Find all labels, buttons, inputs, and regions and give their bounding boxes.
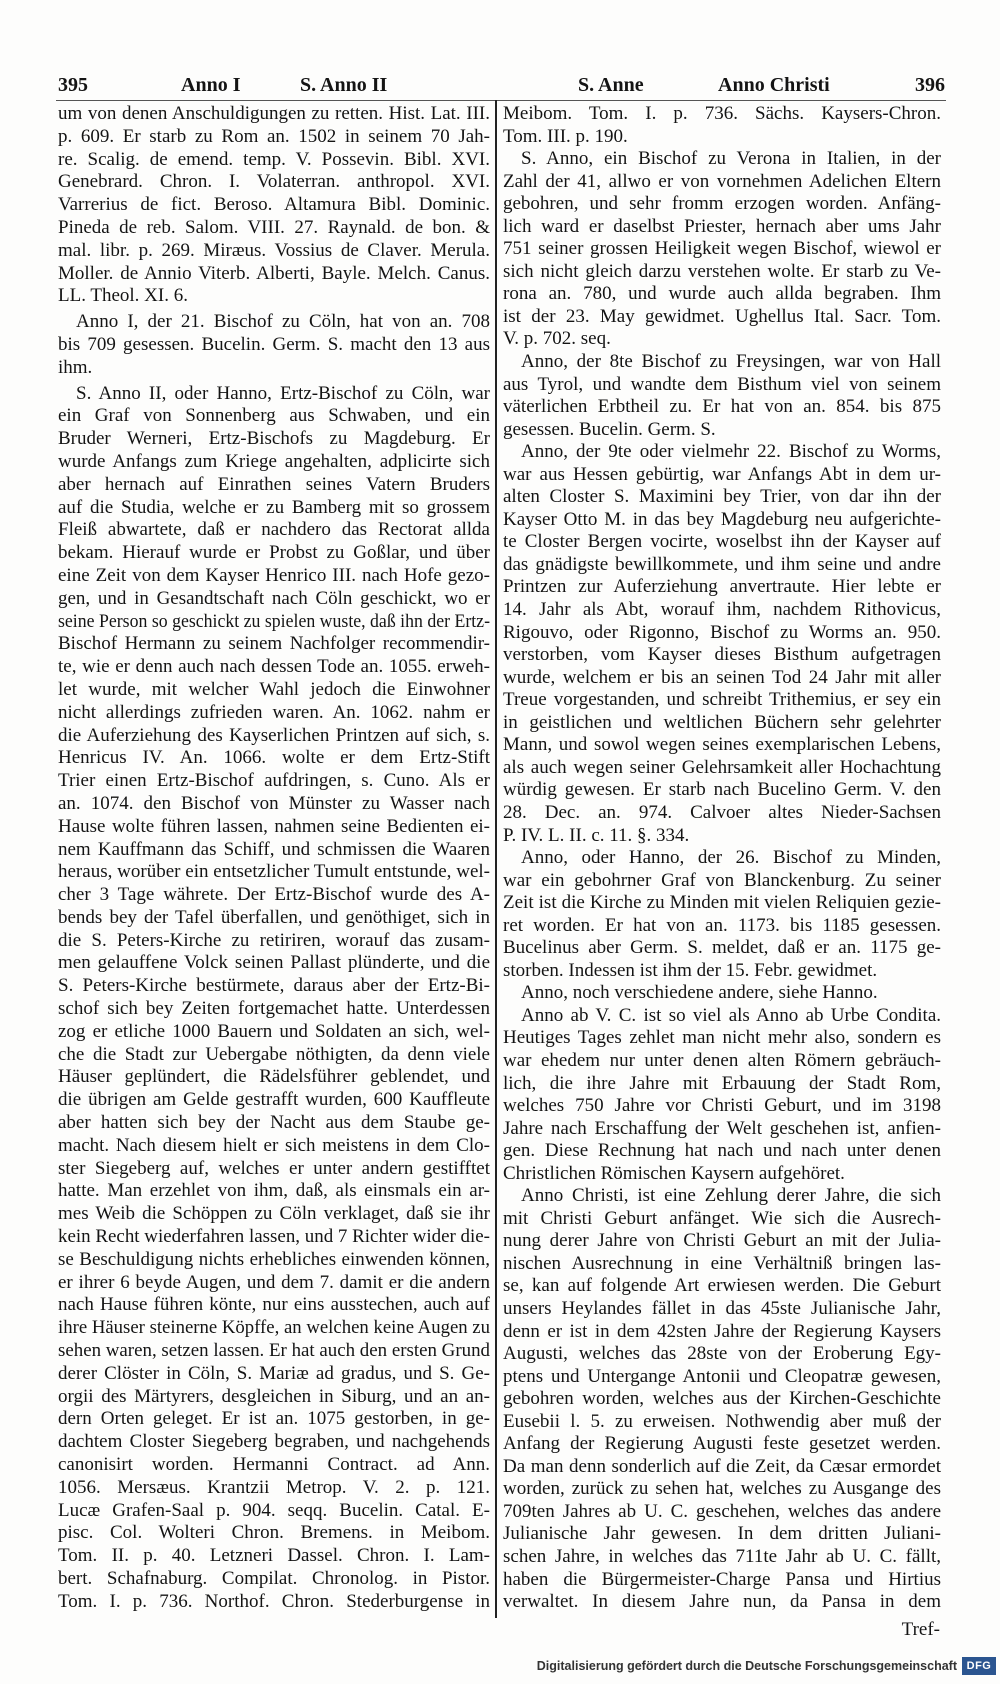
line-text: worden, zurück zu sehen hat, welches zu Ausgange des [503, 1478, 941, 1500]
line-text: Rigouvo, oder Rigonno, Bischof zu Worms an. 950. [503, 621, 941, 643]
line-text: als auch wegen seiner Gelehrsamkeit aller Hochachtung [503, 756, 941, 778]
text-line [58, 1021, 490, 1044]
text-line [58, 263, 490, 286]
text-line [58, 126, 490, 149]
text-line [58, 1135, 490, 1158]
line-text: Zahl der 41, allwo er von vornehmen Adelichen Eltern [503, 170, 941, 192]
line-text: Moller. de Annio Viterb. Alberti, Bayle. Melch. Canus. [58, 262, 490, 284]
text-line [58, 1408, 490, 1431]
right-text-column [503, 103, 941, 1618]
line-text: S. Anno II, oder Hanno, Ertz-Bischof zu Cöln, war [76, 382, 490, 404]
text-line [503, 915, 941, 938]
line-text: schen Jahre, in welches das 711te Jahr ab U. C. fällt, [503, 1546, 941, 1567]
text-line [521, 1005, 941, 1028]
line-text: Anno, der 9te oder vielmehr 22. Bischof zu Worms, [521, 441, 941, 463]
line-text: Fleiß abwartete, daß er nachdero das Rectorat allda [58, 519, 490, 541]
line-text: gebohren, und sehr fromm erzogen worden. Anfäng- [503, 193, 941, 215]
line-text: Bucelinus aber Germ. S. meldet, daß er an. 1175 ge- [503, 937, 941, 959]
line-text: men gelauffene Volck seinen Pallast plünderte, und die [58, 952, 490, 974]
text-line [58, 1066, 490, 1089]
line-text: die übrigen am Gelde gestrafft wurden, 600 Kauffleute [58, 1089, 490, 1111]
line-text: 28. Dec. an. 974. Calvoer altes Nieder-Sachsen [503, 801, 941, 823]
line-text: wurde, welchem er bis an seinen Tod 24 Jahr mit aller [503, 666, 941, 688]
line-text: Anno Christi, ist eine Zehlung derer Jahre, die sich [521, 1185, 941, 1207]
line-text: an. 1074. den Bischof von Münster zu Wasser nach [58, 792, 490, 814]
text-line [58, 194, 490, 217]
line-text: wurde Anfangs zum Kriege angehalten, adplicirte sich [58, 450, 490, 472]
line-text: um von denen Anschuldigungen zu retten. Hist. Lat. III. [58, 103, 490, 124]
line-text: bekam. Hierauf wurde er Probst zu Goßlar, und über [58, 542, 490, 564]
text-line [503, 644, 941, 667]
text-line [58, 1317, 490, 1340]
text-line [503, 1050, 941, 1073]
text-line [503, 1569, 941, 1592]
text-line [503, 531, 941, 554]
text-line [58, 611, 490, 634]
text-line [58, 474, 490, 497]
line-text: nischen Ausrechnung in eine Verhältniß bringen las- [503, 1252, 941, 1274]
text-line [503, 261, 941, 284]
paragraph [503, 1185, 941, 1613]
line-text: nung derer Jahre von Christi Geburt an mit der Julia- [503, 1230, 941, 1252]
line-text: Trier einen Ertz-Bischof aufdringen, s. Cuno. Als er [58, 770, 490, 792]
text-line [503, 1140, 941, 1163]
text-line [503, 216, 941, 239]
line-text: Bischof Hermann zu seinem Nachfolger recommendir- [58, 633, 490, 655]
line-text: sehen waren, setzen lassen. Er hat auch den ersten Grund [58, 1340, 490, 1362]
paragraph [503, 441, 941, 847]
line-text: Anno I, der 21. Bischof zu Cöln, hat von an. 708 [76, 311, 490, 333]
text-line [58, 565, 490, 588]
text-line [58, 451, 490, 474]
text-line [503, 171, 941, 194]
line-text: Jahre nach Erschaffung der Welt geschehen ist, anfien- [503, 1117, 941, 1139]
line-text: pisc. Col. Wolteri Chron. Bremens. in Meibom. [58, 1522, 490, 1544]
line-text: zog er etliche 1000 Bauern und Soldaten an sich, wel- [58, 1020, 490, 1042]
text-line [521, 982, 941, 1005]
text-line [58, 103, 490, 126]
text-line [58, 1158, 490, 1181]
line-text: war ehedem nur unter denen alten Römern gebräuch- [503, 1049, 941, 1071]
text-line [503, 554, 941, 577]
line-text: Augusti, welches das 28ste von der Eroberung Egy- [503, 1343, 941, 1365]
text-line [58, 679, 490, 702]
text-line [58, 793, 490, 816]
text-line [503, 306, 941, 329]
text-line [503, 1456, 941, 1479]
line-text: nach Hause führen könte, nur eins ausstechen, auch auf [58, 1294, 490, 1316]
line-text: Heutiges Tages zehlet man nicht mehr also, sondern es [503, 1027, 941, 1049]
line-text: Bruder Werneri, Ertz-Bischofs zu Magdeburg. Er [58, 428, 490, 450]
line-text: ptens und Untergange Antonii und Cleopatræ gewesen, [503, 1365, 941, 1387]
text-line [503, 599, 941, 622]
text-line [503, 126, 941, 149]
text-line [58, 1522, 490, 1545]
text-line [58, 1545, 490, 1568]
text-line [503, 576, 941, 599]
line-text: er ihrer 6 beyde Augen, und dem 7. damit er die andern [58, 1271, 490, 1293]
text-line [58, 497, 490, 520]
line-text: Eusebii l. 5. zu erweisen. Nothwendig aber muß der [503, 1410, 941, 1432]
line-text: ster Siegeberg auf, welches er unter andern gestifftet [58, 1157, 490, 1179]
text-line [503, 667, 941, 690]
text-line [58, 1340, 490, 1363]
text-line [58, 149, 490, 172]
line-text: Hause wolte führen lassen, nahmen seine Bedienten ei- [58, 815, 490, 837]
line-text: Treue vorgestanden, und schreibt Trithemius, er sey ein [503, 689, 941, 711]
text-line [58, 1568, 490, 1591]
line-text: Zeit ist die Kirche zu Minden mit vielen Reliquien gezie- [503, 892, 941, 914]
line-text: ist der 23. May gewidmet. Ughellus Ital. Sacr. Tom. [503, 305, 941, 327]
line-text: se Beschuldigung nichts erhebliches einwenden können, [58, 1248, 490, 1270]
line-text: Anno, oder Hanno, der 26. Bischof zu Minden, [521, 847, 941, 869]
text-line [58, 428, 490, 451]
paragraph [58, 103, 490, 308]
line-text: hatte. Man erzehlet von ihm, daß, als einsmals ein ar- [58, 1180, 490, 1202]
text-line [58, 884, 490, 907]
text-line [503, 960, 941, 983]
line-text: P. IV. L. II. c. 11. §. 334. [503, 824, 690, 846]
text-line [58, 770, 490, 793]
text-line [58, 1363, 490, 1386]
line-text: 751 seiner grossen Heiligkeit wegen Bischof, wiewol er [503, 238, 941, 260]
line-text: se, kan auf folgende Art erwiesen werden. Die Geburt [503, 1275, 941, 1297]
line-text: väterlichen Erbtheil zu. Er hat von an. 854. bis 875 [503, 396, 941, 418]
line-text: seine Person so geschickt zu spielen wuste, daß ihn der Ertz- [58, 610, 490, 632]
text-line [503, 1591, 941, 1614]
line-text: storben. Indessen ist ihm der 15. Febr. gewidmet. [503, 959, 878, 981]
text-line [503, 283, 941, 306]
text-line [503, 1073, 941, 1096]
text-line [58, 1272, 490, 1295]
text-line [521, 441, 941, 464]
line-text: V. p. 702. seq. [503, 328, 611, 350]
text-line [58, 975, 490, 998]
line-text: in geistlichen und weltlichen Büchern sehr gelehrter [503, 711, 941, 733]
line-text: alten Closter S. Maximini bey Trier, von dar ihn der [503, 486, 941, 508]
line-text: aber hatten sich bey der Nacht aus dem Staube ge- [58, 1112, 490, 1134]
text-line [58, 1203, 490, 1226]
dfg-logo-icon: DFG [962, 1657, 996, 1675]
line-text: Da man denn sonderlich auf die Zeit, da Cæsar ermordet [503, 1455, 941, 1477]
text-line [503, 328, 941, 351]
text-line [503, 1343, 941, 1366]
line-text: Christlichen Römischen Kaysern aufgehöret. [503, 1162, 845, 1184]
line-text: lich ward er daselbst Priester, hernach aber ums Jahr [503, 215, 941, 237]
line-text: Anno, der 8te Bischof zu Freysingen, war von Hall [521, 351, 941, 373]
text-line [76, 311, 490, 334]
text-line [58, 285, 490, 308]
line-text: bis 709 gesessen. Bucelin. Germ. S. macht den 13 aus [58, 333, 490, 355]
text-line [58, 405, 490, 428]
line-text: te, wie er denn auch nach dessen Tode an. 1055. erweh- [58, 656, 490, 678]
paragraph [503, 103, 941, 148]
line-text: rona an. 780, und wurde auch allda begraben. Ihm [503, 283, 941, 305]
paragraph [503, 1005, 941, 1185]
text-line [58, 816, 490, 839]
line-text: Mann, und sowol wegen seines exemplarischen Lebens, [503, 734, 941, 756]
text-line [58, 1386, 490, 1409]
line-text: lich, die ihre Jahre mit Erbauung der Stadt Rom, [503, 1072, 941, 1094]
text-line [58, 656, 490, 679]
text-line [521, 847, 941, 870]
line-text: Häuser geplündert, die Rädelsführer geblendet, und [58, 1066, 490, 1088]
line-text: dachtem Closter Siegeberg begraben, und nachgehends [58, 1431, 490, 1453]
line-text: nicht allerdings zufrieden waren. An. 1062. nahm er [58, 701, 490, 723]
left-text-column [58, 103, 490, 1618]
running-head-keyword: S. Anne [578, 74, 644, 96]
text-line [58, 747, 490, 770]
text-line [503, 193, 941, 216]
text-line [503, 1546, 941, 1569]
paragraph [503, 148, 941, 351]
line-text: Julianische Jahr gewesen. In dem dritten Juliani- [503, 1523, 941, 1545]
text-line [58, 861, 490, 884]
line-text: bert. Schafnaburg. Compilat. Chronolog. in Pistor. [58, 1568, 490, 1589]
line-text: war ein gebohrner Graf von Blanckenburg. Zu seiner [503, 869, 941, 891]
line-text: orgii des Märtyrers, desgleichen in Siburg, und an an- [58, 1385, 490, 1407]
line-text: verwaltet. In diesem Jahre nun, da Pansa in dem [503, 1591, 941, 1613]
text-line [58, 240, 490, 263]
text-line [58, 171, 490, 194]
text-line [503, 1163, 941, 1186]
text-line [503, 238, 941, 261]
line-text: gebohren worden, welches aus der Kirchen-Geschichte [503, 1388, 941, 1410]
header-rule [56, 100, 946, 101]
line-text: Kayser Otto M. in das bey Magdeburg neu aufgerichte- [503, 508, 941, 530]
line-text: welches 750 Jahre vor Christi Geburt, und im 3198 [503, 1095, 941, 1117]
line-text: Pineda de reb. Salom. VIII. 27. Raynald. de bon. & [58, 216, 490, 238]
line-text: 14. Jahr als Abt, worauf ihm, nachdem Rithovicus, [503, 599, 941, 621]
text-line [503, 396, 941, 419]
text-line [503, 1118, 941, 1141]
line-text: haben die Bürgermeister-Charge Pansa und Hirtius [503, 1568, 941, 1590]
text-line [58, 519, 490, 542]
text-line [503, 1321, 941, 1344]
text-line [503, 1366, 941, 1389]
text-line [58, 633, 490, 656]
text-line [58, 1089, 490, 1112]
text-line [503, 103, 941, 126]
line-text: Varrerius de fict. Beroso. Altamura Bibl. Dominic. [58, 194, 490, 216]
line-text: heraus, worüber ein entsetzlicher Tumult entstunde, wel- [58, 861, 490, 883]
text-line [503, 464, 941, 487]
paragraph [503, 351, 941, 441]
text-line [503, 1230, 941, 1253]
line-text: verstorben, vom Kayser dieses Bisthum aufgetragen [503, 644, 941, 666]
text-line [503, 712, 941, 735]
text-line [503, 892, 941, 915]
line-text: ein Graf von Sonnenberg aus Schwaben, und ein [58, 405, 490, 427]
line-text: ret worden. Er hat von an. 1173. bis 1185 gesessen. [503, 914, 941, 936]
text-line [58, 1431, 490, 1454]
line-text: Printzen zur Auferziehung anvertraute. Hier lebte er [503, 576, 941, 598]
line-text: denn er ist in dem 42sten Jahre der Regierung Kaysers [503, 1320, 941, 1342]
line-text: 1056. Mersæus. Krantzii Metrop. V. 2. p. 121. [58, 1476, 490, 1498]
text-line [503, 779, 941, 802]
text-line [58, 998, 490, 1021]
text-line [503, 622, 941, 645]
text-line [503, 734, 941, 757]
line-text: war aus Hessen gebürtig, war Anfangs Abt in dem ur- [503, 463, 941, 485]
line-text: Anfang der Regierung Augusti feste gesetzet werden. [503, 1433, 941, 1455]
text-line [521, 351, 941, 374]
text-line [58, 1591, 490, 1614]
line-text: derer Clöster in Cöln, S. Mariæ ad gradus, und S. Ge- [58, 1362, 490, 1384]
text-line [503, 1411, 941, 1434]
text-line [58, 1294, 490, 1317]
text-line [503, 1298, 941, 1321]
text-line [503, 1388, 941, 1411]
line-text: p. 609. Er starb zu Rom an. 1502 in seinem 70 Jah- [58, 125, 490, 147]
text-line [58, 1044, 490, 1067]
line-text: die S. Peters-Kirche zu retiriren, worauf das zusam- [58, 929, 490, 951]
text-line [58, 1454, 490, 1477]
line-text: macht. Nach diesem hielt er sich meistens in dem Clo- [58, 1134, 490, 1156]
line-text: Anno, noch verschiedene andere, siehe Hanno. [521, 982, 878, 1004]
line-text: S. Anno, ein Bischof zu Verona in Italien, in der [521, 148, 941, 170]
line-text: Genebrard. Chron. I. Volaterran. anthropol. XVI. [58, 171, 490, 193]
text-line [503, 509, 941, 532]
line-text: ihre Häuser steinerne Köpffe, an welchen keine Augen zu [58, 1317, 490, 1339]
line-text: LL. Theol. XI. 6. [58, 285, 188, 307]
line-text: mit Christi Geburt anfänget. Wie sich die Ausrech- [503, 1207, 941, 1229]
line-text: Meibom. Tom. I. p. 736. Sächs. Kaysers-Chron. [503, 103, 941, 124]
text-line [503, 870, 941, 893]
text-line [58, 1180, 490, 1203]
text-line [58, 217, 490, 240]
text-line [58, 1112, 490, 1135]
line-text: Tom. II. p. 40. Letzneri Dassel. Chron. I. Lam- [58, 1545, 490, 1567]
paragraph [503, 847, 941, 982]
text-line [503, 1095, 941, 1118]
line-text: aus Tyrol, und wandte dem Bisthum viel von seinem [503, 373, 941, 395]
paragraph [58, 383, 490, 1614]
line-text: 709ten Jahres ab U. C. geschehen, welches das andere [503, 1500, 941, 1522]
text-line [503, 825, 941, 848]
text-line [503, 802, 941, 825]
text-line [503, 1523, 941, 1546]
line-text: Anno ab V. C. ist so viel als Anno ab Urbe Condita. [521, 1004, 941, 1026]
text-line [503, 419, 941, 442]
line-text: canonisirt worden. Hermanni Contract. ad Ann. [58, 1454, 490, 1476]
line-text: sich nicht gleich darzu verstehen wolte. Er starb zu Ve- [503, 260, 941, 282]
line-text: cher 3 Tage währete. Der Ertz-Bischof wurde des A- [58, 884, 490, 906]
paragraph [503, 982, 941, 1005]
text-line [503, 1208, 941, 1231]
line-text: kein Recht wiederfahren lassen, und 7 Richter wider die- [58, 1226, 490, 1248]
line-text: schof sich bey Zeiten fortgemachet hatte. Unterdessen [58, 998, 490, 1020]
line-text: let wurde, mit welcher Wahl jedoch die Einwohner [58, 678, 490, 700]
text-line [58, 1477, 490, 1500]
line-text: che die Stadt zur Uebergabe nöthigten, da denn viele [58, 1043, 490, 1065]
text-line [58, 702, 490, 725]
line-text: das gnädigste bewillkommete, und ihm seine und andre [503, 553, 941, 575]
page-number-left: 395 [58, 74, 88, 96]
text-line [58, 725, 490, 748]
line-text: mal. libr. p. 269. Miræus. Vossius de Claver. Merula. [58, 239, 490, 261]
line-text: re. Scalig. de emend. temp. V. Possevin. Bibl. XVI. [58, 148, 490, 170]
text-line [58, 588, 490, 611]
text-line [503, 1027, 941, 1050]
line-text: nem Kauffmann das Schiff, und schmissen die Waaren [58, 838, 490, 860]
line-text: ihm. [58, 356, 93, 378]
line-text: aber hernach auf Einrathen seines Vatern Bruders [58, 473, 490, 495]
line-text: unsers Heylandes fället in das 45ste Julianische Jahr, [503, 1297, 941, 1319]
text-line [76, 383, 490, 406]
column-divider-rule [495, 100, 497, 1618]
text-line [58, 839, 490, 862]
text-line [503, 937, 941, 960]
line-text: die Auferziehung des Kayserlichen Printzen auf sich, s. [58, 724, 490, 746]
line-text: bends bey der Tafel überfallen, und genöthiget, sich in [58, 906, 490, 928]
line-text: auf die Studia, welche er zu Bamberg mit so grossem [58, 496, 490, 518]
text-line [503, 1501, 941, 1524]
text-line [521, 148, 941, 171]
text-line [58, 930, 490, 953]
line-text: gesessen. Bucelin. Germ. S. [503, 418, 716, 440]
line-text: te Closter Bergen vocirte, woselbst ihn der Kayser auf [503, 531, 941, 553]
text-line [503, 757, 941, 780]
line-text: S. Peters-Kirche bestürmete, daraus aber der Ertz-Bi- [58, 975, 490, 997]
line-text: würdig gewesen. Er starb nach Bucelino Germ. V. den [503, 779, 941, 801]
line-text: Tom. III. p. 190. [503, 125, 628, 147]
text-line [503, 486, 941, 509]
text-line [503, 689, 941, 712]
text-line [58, 1226, 490, 1249]
text-line [58, 907, 490, 930]
line-text: Henricus IV. An. 1066. wolte er dem Ertz-Stift [58, 747, 490, 769]
text-line [503, 1478, 941, 1501]
text-line [503, 1275, 941, 1298]
text-line [503, 374, 941, 397]
credit-text: Digitalisierung gefördert durch die Deutsche Forschungsgemeinschaft [536, 1659, 957, 1673]
text-line [58, 952, 490, 975]
page-number-right: 396 [915, 74, 945, 96]
text-line [58, 542, 490, 565]
line-text: gen. Diese Rechnung hat nach und nach unter denen [503, 1140, 941, 1162]
running-head-keyword: S. Anno II [300, 74, 388, 96]
line-text: Tom. I. p. 736. Northof. Chron. Stederburgense in [58, 1590, 490, 1612]
catchword: Tref- [901, 1619, 940, 1640]
digitization-credit [537, 1657, 996, 1675]
text-line [503, 1433, 941, 1456]
text-line [58, 334, 490, 357]
text-line [521, 1185, 941, 1208]
running-head-keyword: Anno I [181, 74, 241, 96]
line-text: eine Zeit von dem Kayser Henrico III. nach Hofe gezo- [58, 564, 490, 586]
line-text: Lucæ Grafen-Saal p. 904. seqq. Bucelin. Catal. E- [58, 1499, 490, 1521]
paragraph [58, 311, 490, 379]
text-line [58, 357, 490, 380]
text-line [58, 1249, 490, 1272]
line-text: gen, und in Gesandtschaft nach Cöln geschickt, wo er [58, 587, 490, 609]
text-line [58, 1500, 490, 1523]
text-line [503, 1253, 941, 1276]
line-text: dern Orten geleget. Er ist an. 1075 gestorben, in ge- [58, 1408, 490, 1430]
running-head-keyword: Anno Christi [718, 74, 830, 96]
line-text: mes Weib die Schöppen zu Cöln verklaget, daß sie ihr [58, 1203, 490, 1225]
